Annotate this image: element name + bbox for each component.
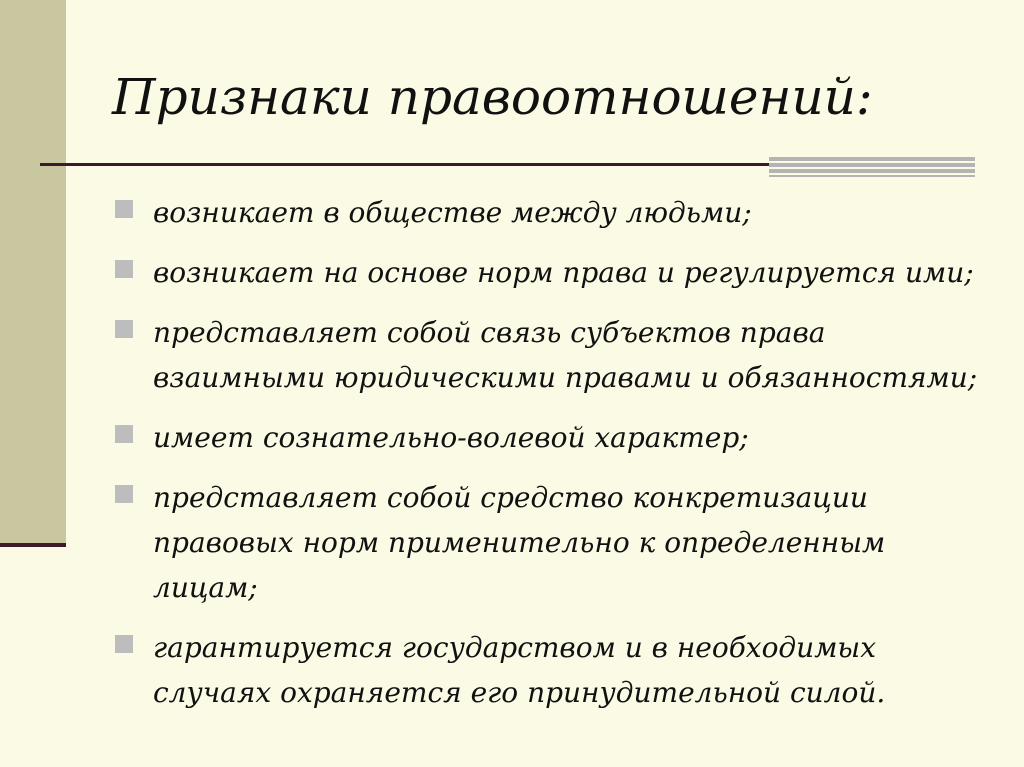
bullet-item [112,250,992,295]
square-bullet-icon [115,485,133,503]
bullet-item [112,415,992,460]
square-bullet-icon [115,320,133,338]
bullet-item [112,190,992,235]
sidebar-underline [0,543,66,547]
bullet-text: возникает на основе норм права и регулируется ими; [153,256,974,289]
bullet-text: возникает в обществе между людьми; [153,196,752,229]
square-bullet-icon [115,635,133,653]
square-bullet-icon [115,260,133,278]
bullet-list [112,190,992,730]
bullet-text: представляет собой связь субъектов права взаимными юридическими правами и обязанностями; [153,316,978,394]
square-bullet-icon [115,200,133,218]
slide-title: Признаки правоотношений: [112,68,873,126]
bullet-item [112,625,992,715]
bullet-text: гарантируется государством и в необходимых случаях охраняется его принудительной силой. [153,631,886,709]
decorative-sidebar [0,0,66,543]
square-bullet-icon [115,425,133,443]
title-divider-accent [769,157,975,177]
bullet-item [112,310,992,400]
bullet-item [112,475,992,610]
bullet-text: имеет сознательно-волевой характер; [153,421,749,454]
bullet-text: представляет собой средство конкретизации правовых норм применительно к определенным лицам; [153,481,886,604]
